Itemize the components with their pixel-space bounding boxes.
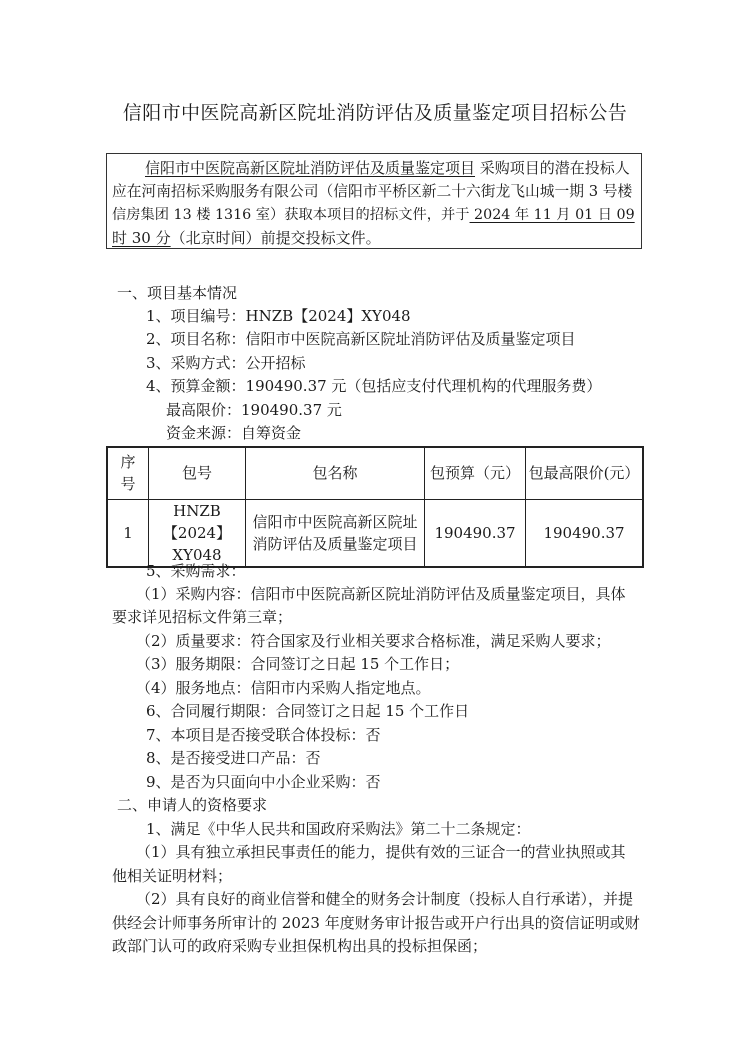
package-table: [106, 446, 644, 568]
req-period: （3）服务期限：合同签订之日起 15 个工作日；: [136, 655, 460, 673]
item-contract-period: 6、合同履行期限：合同签订之日起 15 个工作日: [146, 702, 470, 720]
notice-line-1: [145, 157, 630, 179]
item-max-price: 最高限价：190490.37 元: [166, 401, 342, 419]
item-imports: 8、是否接受进口产品：否: [146, 749, 321, 767]
qual-1: （1）具有独立承担民事责任的能力，提供有效的三证合一的营业执照或其: [136, 843, 626, 861]
header-package-no: 包号: [149, 447, 246, 499]
header-max-price: 包最高限价(元）: [526, 447, 644, 499]
notice-line-2: 应在河南招标采购服务有限公司（信阳市平桥区新二十六街龙飞山城一期 3 号楼: [112, 183, 633, 200]
notice-text: 信房集团 13 楼 1316 室）获取本项目的招标文件，并于: [112, 207, 470, 223]
section1-heading: 一、项目基本情况: [117, 284, 238, 302]
item-funding-source: 资金来源：自筹资金: [166, 424, 302, 442]
header-budget: 包预算（元）: [425, 447, 526, 499]
item-consortium: 7、本项目是否接受联合体投标：否: [146, 726, 381, 744]
req-content: （1）采购内容：信阳市中医院高新区院址消防评估及质量鉴定项目，具体: [136, 585, 626, 603]
header-seq: 序 号: [107, 447, 149, 499]
qual-2-cont2: 政部门认可的政府采购专业担保机构出具的投标担保函；: [112, 937, 488, 955]
document-title: 信阳市中医院高新区院址消防评估及质量鉴定项目招标公告: [122, 102, 628, 124]
notice-text: 采购项目的潜在投标人: [475, 159, 630, 177]
qual-1-cont: 他相关证明材料；: [112, 867, 233, 885]
item-project-number: 1、项目编号：HNZB【2024】XY048: [146, 307, 411, 325]
cell-package-name: 信阳市中医院高新区院址 消防评估及质量鉴定项目: [246, 499, 425, 567]
notice-line-3: [112, 204, 635, 226]
item-sme: 9、是否为只面向中小企业采购：否: [146, 773, 381, 791]
table-header-row: [107, 447, 643, 499]
req-content-cont: 要求详见招标文件第三章；: [112, 608, 293, 626]
req-quality: （2）质量要求：符合国家及行业相关要求合格标准，满足采购人要求；: [136, 632, 611, 650]
qual-2: （2）具有良好的商业信誉和健全的财务会计制度（投标人自行承诺），并提: [136, 890, 634, 908]
qual-law: 1、满足《中华人民共和国政府采购法》第二十二条规定：: [146, 820, 531, 838]
item-requirements: 5、采购需求：: [146, 562, 246, 580]
header-package-name: 包名称: [246, 447, 425, 499]
req-location: （4）服务地点：信阳市内采购人指定地点。: [136, 679, 431, 697]
cell-max-price: 190490.37: [526, 499, 644, 567]
deadline-underlined: 2024 年 11 月 01 日 09: [469, 207, 635, 223]
project-name-underlined: 信阳市中医院高新区院址消防评估及质量鉴定项目: [145, 159, 476, 177]
item-budget: 4、预算金额：190490.37 元（包括应支付代理机构的代理服务费）: [146, 377, 602, 395]
cell-budget: 190490.37: [425, 499, 526, 567]
cell-package-no: HNZB【2024】 XY048: [149, 499, 246, 567]
notice-line-4: [112, 227, 381, 249]
deadline-underlined-2: 时 30 分: [112, 229, 171, 247]
notice-box: [106, 153, 642, 249]
notice-text: （北京时间）前提交投标文件。: [170, 229, 381, 247]
section2-heading: 二、申请人的资格要求: [117, 796, 268, 814]
cell-seq: 1: [107, 499, 149, 567]
item-project-name: 2、项目名称：信阳市中医院高新区院址消防评估及质量鉴定项目: [146, 330, 576, 348]
table-row: [107, 499, 643, 567]
qual-2-cont: 供经会计师事务所审计的 2023 年度财务审计报告或开户行出具的资信证明或财: [112, 914, 640, 932]
item-procurement-method: 3、采购方式：公开招标: [146, 354, 306, 372]
